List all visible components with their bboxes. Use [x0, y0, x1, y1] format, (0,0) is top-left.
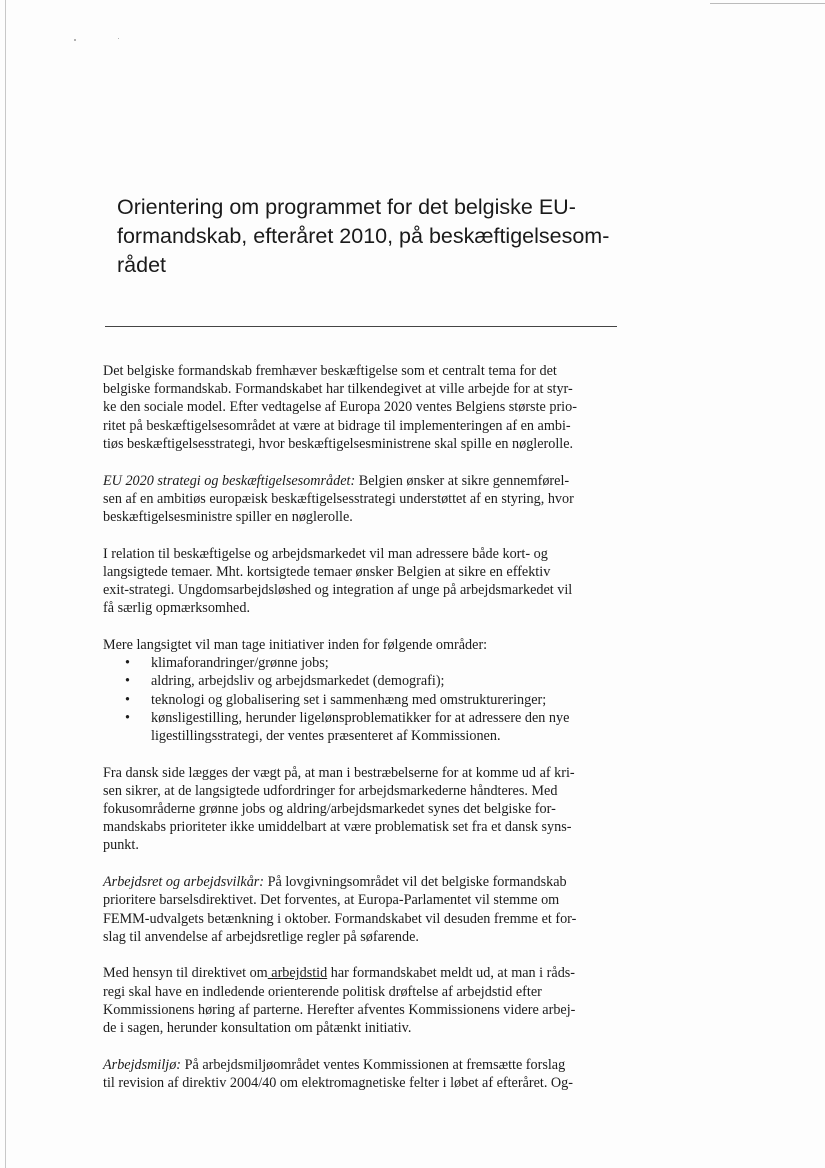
text-line: regi skal have en indledende orienterende politisk drøftelse af arbejdstid efter — [103, 983, 542, 1000]
underlined-term: arbejdstid — [267, 965, 328, 982]
title-line: formandskab, efteråret 2010, på beskæftigelsesom- — [117, 224, 610, 248]
text-line: belgiske formandskab. Formandskabet har tilkendegivet at ville arbejde for at styr- — [103, 381, 573, 398]
text-line — [103, 1056, 623, 1074]
bullet-item — [125, 709, 623, 745]
text-line: prioritere barselsdirektivet. Det forventes, at Europa-Parlamentet vil stemme om — [103, 892, 560, 909]
text-line: I relation til beskæftigelse og arbejdsmarkedet vil man adressere både kort- og — [103, 545, 548, 562]
text-line: ligestillingsstrategi, der ventes præsenteret af Kommissionen. — [151, 727, 501, 744]
text-line: tiøs beskæftigelsesstrategi, hvor beskæftigelsesministrene skal spille en nøglerolle. — [103, 435, 574, 452]
text-line — [103, 964, 623, 982]
title-line: rådet — [117, 253, 167, 277]
paragraph-labour-law — [103, 873, 623, 946]
text-line: ke den sociale model. Efter vedtagelse af Europa 2020 ventes Belgiens største prio- — [103, 399, 577, 416]
text-line: beskæftigelsesministre spiller en nøglerolle. — [103, 508, 353, 525]
title-line: Orientering om programmet for det belgiske EU- — [117, 195, 576, 219]
paragraph-long-term-areas — [103, 636, 623, 745]
text-line: Mere langsigtet vil man tage initiativer inden for følgende områder: — [103, 636, 488, 653]
paragraph-short-long-term — [103, 545, 623, 618]
text-line: mandskabs prioriteter ikke umiddelbart at være problematisk set fra et dansk syns- — [103, 819, 572, 836]
text-line: langsigtede temaer. Mht. kortsigtede temaer ønsker Belgien at sikre en effektiv — [103, 563, 551, 580]
paragraph-eu2020 — [103, 472, 623, 527]
section-heading: Arbejdsret og arbejdsvilkår: — [103, 874, 265, 891]
text-run: På arbejdsmiljøområdet ventes Kommissionen at fremsætte forslag — [181, 1056, 566, 1073]
section-heading: Arbejdsmiljø: — [103, 1056, 182, 1073]
bullet-item — [125, 672, 623, 690]
scan-speck — [118, 38, 119, 39]
text-line: Fra dansk side lægges der vægt på, at man i bestræbelserne for at komme ud af kri- — [103, 764, 575, 781]
bullet-item — [125, 691, 623, 709]
text-line: punkt. — [103, 837, 139, 854]
scan-left-edge — [5, 0, 6, 1168]
text-line: slag til anvendelse af arbejdsretlige regler på søfarende. — [103, 928, 419, 945]
text-line: ritet på beskæftigelsesområdet at være at bidrage til implementeringen af en ambi- — [103, 417, 571, 434]
text-line: • aldring, arbejdsliv og arbejdsmarkedet (demografi); — [151, 673, 445, 690]
scan-top-edge — [710, 3, 825, 4]
document-body — [103, 362, 623, 1092]
text-line: Kommissionens høring af parterne. Herefter afventes Kommissionens videre arbej- — [103, 1001, 576, 1018]
bullet-item — [125, 654, 623, 672]
text-line: fokusområderne grønne jobs og aldring/arbejdsmarkedet synes det belgiske for- — [103, 801, 556, 818]
bullet-list — [103, 654, 623, 745]
text-line: Det belgiske formandskab fremhæver beskæftigelse som et centralt tema for det — [103, 363, 557, 379]
text-line — [103, 873, 623, 891]
text-line: få særlig opmærksomhed. — [103, 600, 250, 617]
text-line: til revision af direktiv 2004/40 om elektromagnetiske felter i løbet af efteråret. Og- — [103, 1075, 573, 1091]
paragraph-work-environment — [103, 1056, 623, 1092]
text-line: sen af en ambitiøs europæisk beskæftigelsesstrategi understøttet af en styring, hvor — [103, 490, 574, 507]
document-title — [117, 193, 637, 280]
text-line: • klimaforandringer/grønne jobs; — [151, 655, 329, 672]
section-heading: EU 2020 strategi og beskæftigelsesområdet: — [103, 472, 356, 489]
text-run: har formandskabet meldt ud, at man i råds- — [327, 965, 576, 982]
text-line: FEMM-udvalgets betænkning i oktober. Formandskabet vil desuden fremme et for- — [103, 910, 577, 927]
text-run: Belgien ønsker at sikre gennemførel- — [355, 472, 570, 489]
text-line — [103, 472, 623, 490]
title-divider — [105, 326, 617, 327]
paragraph-danish-position — [103, 764, 623, 855]
text-line: sen sikrer, at de langsigtede udfordringer for arbejdsmarkederne håndteres. Med — [103, 782, 558, 799]
text-line: • kønsligestilling, herunder ligelønsproblematikker for at adressere den nye — [151, 709, 570, 726]
text-run: Med hensyn til direktivet om — [103, 965, 268, 982]
scan-speck — [74, 39, 76, 41]
text-line: de i sagen, herunder konsultation om påtænkt initiativ. — [103, 1020, 412, 1037]
text-line: exit-strategi. Ungdomsarbejdsløshed og integration af unge på arbejdsmarkedet vil — [103, 582, 573, 599]
paragraph-intro — [103, 362, 623, 453]
paragraph-working-time — [103, 964, 623, 1037]
text-run: På lovgivningsområdet vil det belgiske formandskab — [264, 874, 567, 891]
text-line: • teknologi og globalisering set i sammenhæng med omstruktureringer; — [151, 691, 547, 708]
